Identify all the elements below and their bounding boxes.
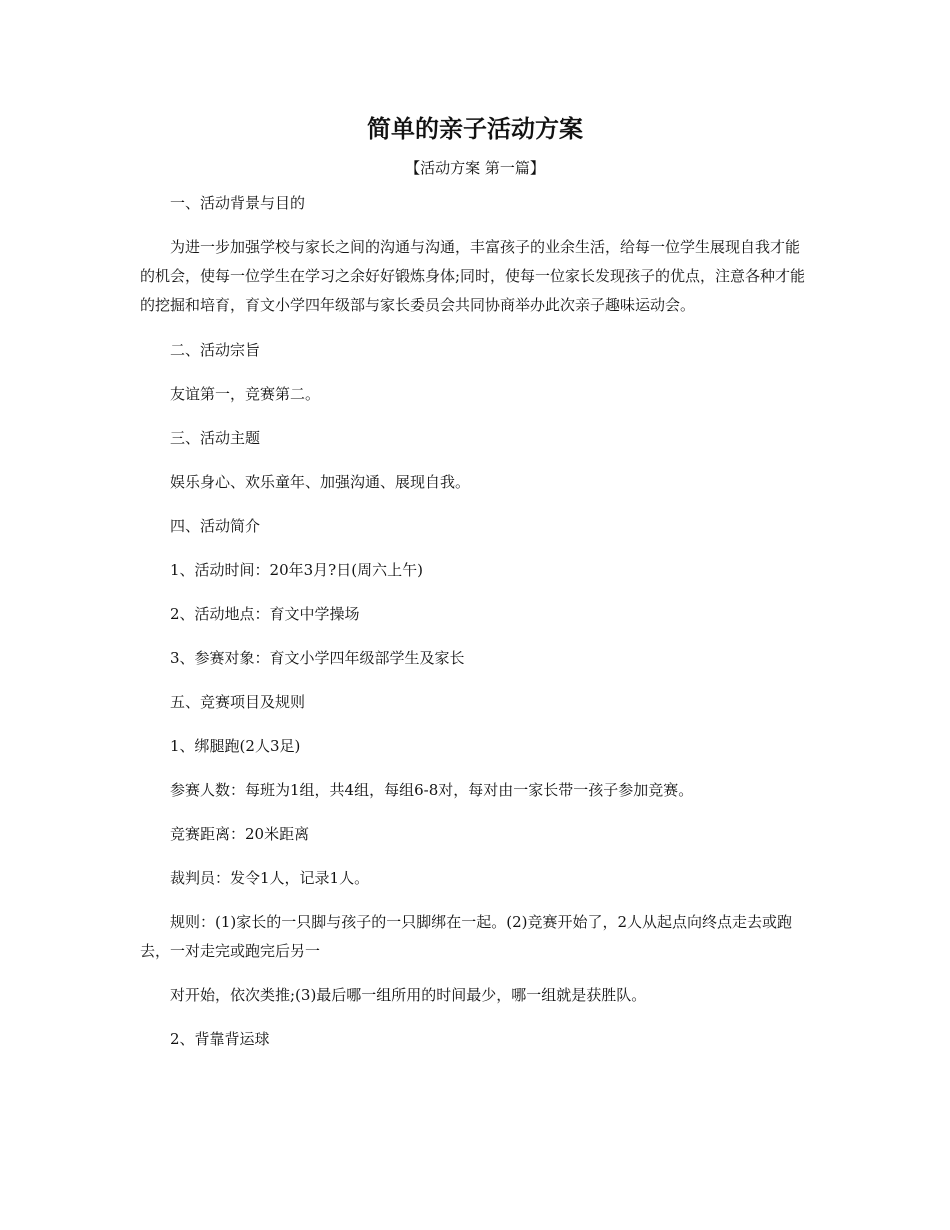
intro-item-participants: 3、参赛对象：育文小学四年级部学生及家长 bbox=[170, 649, 465, 667]
document-title: 简单的亲子活动方案 bbox=[367, 114, 583, 143]
intro-item-location: 2、活动地点：育文中学操场 bbox=[170, 605, 360, 623]
purpose-paragraph: 友谊第一，竞赛第二。 bbox=[170, 385, 321, 403]
event-rules: 规则：(1)家长的一只脚与孩子的一只脚绑在一起。(2)竞赛开始了，2人从起点向终点走去或跑去，一对走完或跑完后另一 bbox=[140, 913, 793, 960]
section-heading-theme: 三、活动主题 bbox=[170, 429, 261, 447]
background-paragraph: 为进一步加强学校与家长之间的沟通与沟通，丰富孩子的业余生活，给每一位学生展现自我才能的机会，使每一位学生在学习之余好好锻炼身体;同时，使每一位家长发现孩子的优点，注意各种才能的挖掘和培育，育文小学四年级部与家长委员会共同协商举办此次亲子趣味运动会。 bbox=[140, 238, 806, 314]
theme-paragraph: 娱乐身心、欢乐童年、加强沟通、展现自我。 bbox=[170, 473, 471, 491]
event-referees: 裁判员：发令1人，记录1人。 bbox=[170, 869, 370, 887]
document-subtitle: 【活动方案 第一篇】 bbox=[405, 159, 545, 177]
event-heading-three-legged-race: 1、绑腿跑(2人3足) bbox=[170, 737, 301, 755]
document-content bbox=[140, 110, 810, 1054]
event-rules-continued: 对开始，依次类推;(3)最后哪一组所用的时间最少，哪一组就是获胜队。 bbox=[170, 986, 647, 1004]
section-heading-background: 一、活动背景与目的 bbox=[170, 194, 306, 212]
section-heading-intro: 四、活动简介 bbox=[170, 517, 261, 535]
event-heading-back-to-back-ball: 2、背靠背运球 bbox=[170, 1030, 270, 1048]
intro-item-time: 1、活动时间：20年3月?日(周六上午) bbox=[170, 561, 423, 579]
section-heading-purpose: 二、活动宗旨 bbox=[170, 341, 261, 359]
section-heading-events: 五、竞赛项目及规则 bbox=[170, 693, 306, 711]
event-distance: 竞赛距离：20米距离 bbox=[170, 825, 310, 843]
event-participant-count: 参赛人数：每班为1组，共4组，每组6-8对，每对由一家长带一孩子参加竞赛。 bbox=[170, 781, 694, 799]
